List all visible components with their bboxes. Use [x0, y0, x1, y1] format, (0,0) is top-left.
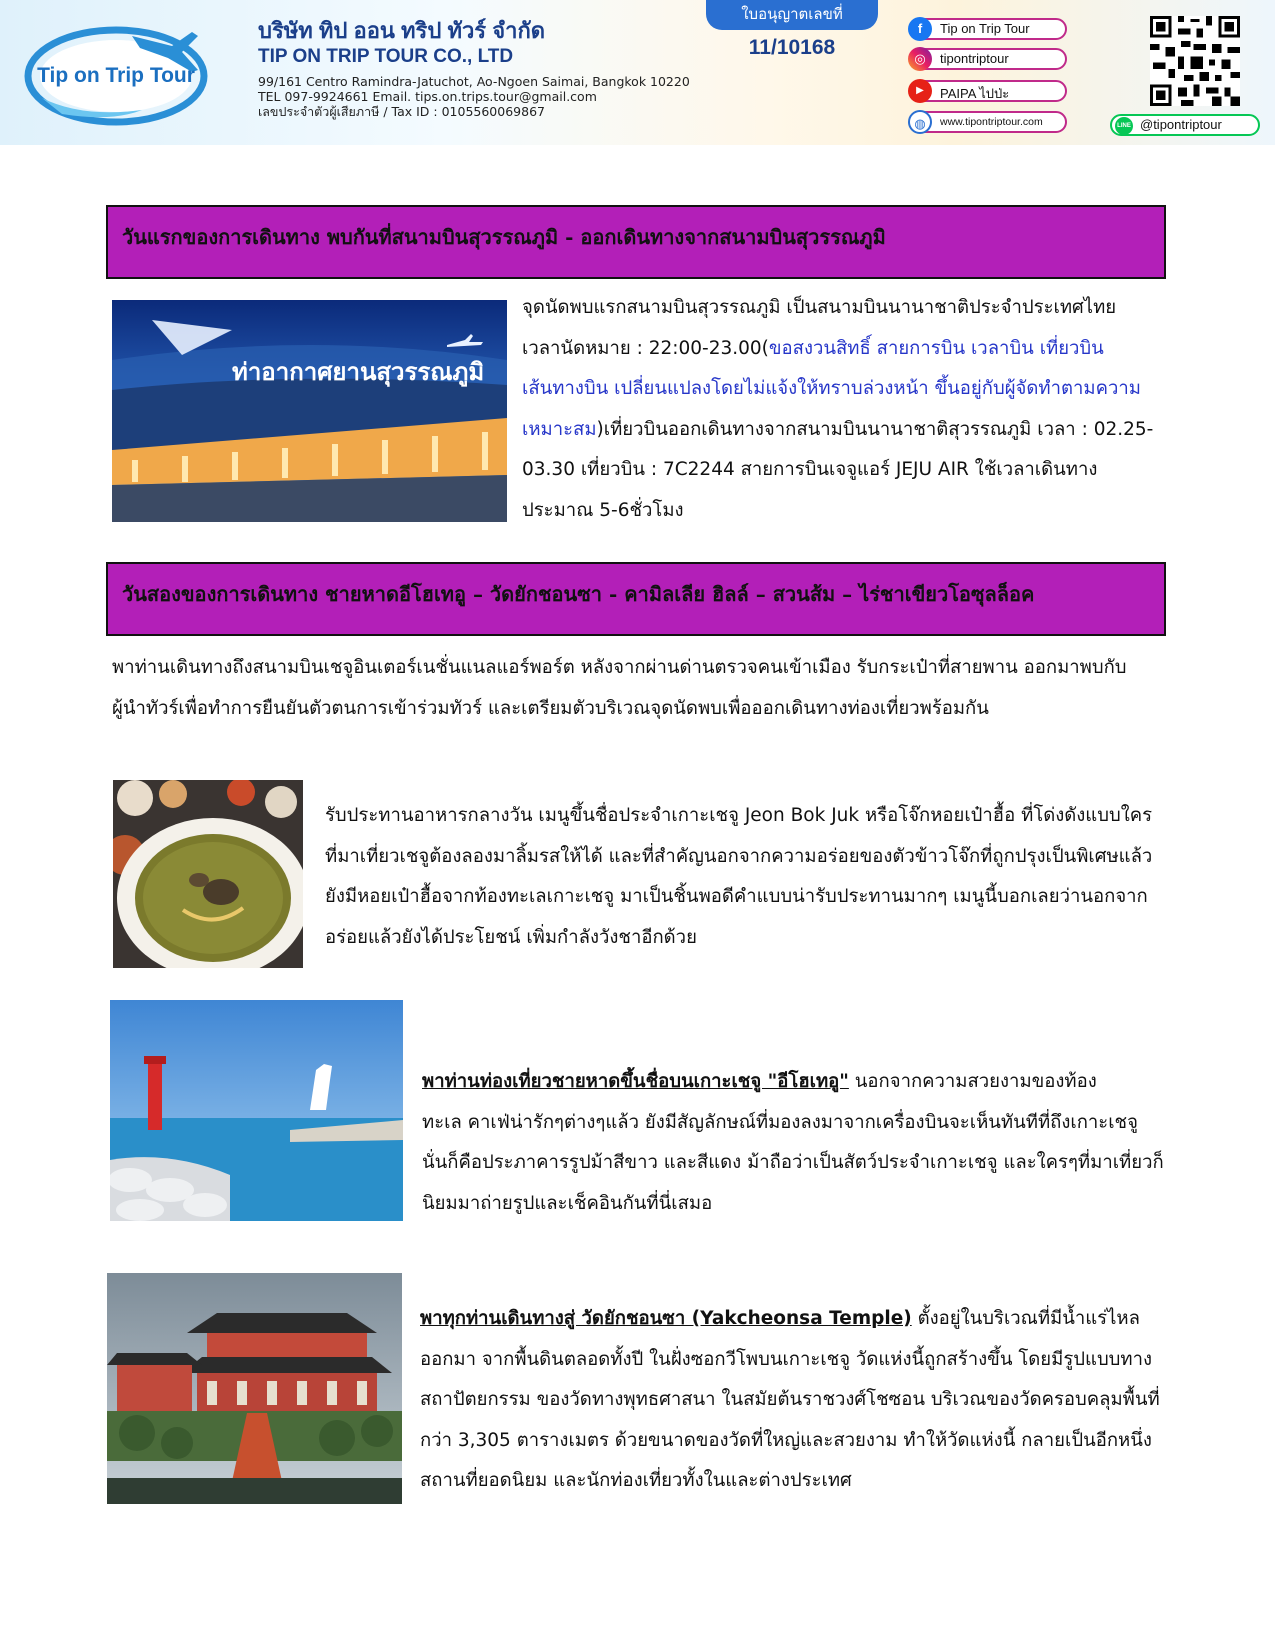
company-logo: [22, 18, 210, 128]
yakcheonsa-temple-photo: [107, 1273, 402, 1504]
temple-line: สถาปัตยกรรม ของวัดทางพุทธศาสนา ในสมัยต้นราชวงศ์โชซอน บริเวณของวัดครอบคลุมพื้นที่: [420, 1389, 1160, 1410]
beach-line: นิยมมาถ่ายรูปและเช็คอินกันที่นี่เสมอ: [422, 1192, 713, 1214]
beach-line: พาท่านท่องเที่ยวชายหาดขึ้นชื่อบนเกาะเชจู "อีโฮเทอู" นอกจากความสวยงามของท้อง: [422, 1071, 1097, 1092]
facebook-label: Tip on Trip Tour: [940, 21, 1030, 36]
temple-line: สถานที่ยอดนิยม และนักท่องเที่ยวทั้งในและต่างประเทศ: [420, 1470, 852, 1491]
lunch-description: [325, 796, 1185, 958]
company-tax-id: เลขประจำตัวผู้เสียภาษี / Tax ID : 0105560069867: [258, 104, 545, 119]
day2-intro: [112, 648, 1192, 729]
youtube-label: PAIPA ไปป่ะ: [940, 86, 1010, 101]
youtube-link[interactable]: [912, 80, 1067, 102]
logo-text: Tip on Trip Tour: [37, 64, 195, 87]
day1-line: เส้นทางบิน เปลี่ยนแปลงโดยไม่แจ้งให้ทราบล่วงหน้า ขึ้นอยู่กับผู้จัดทำตามความ: [522, 378, 1141, 399]
abalone-porridge-photo: [113, 780, 303, 968]
day1-banner-text: วันแรกของการเดินทาง พบกันที่สนามบินสุวรรณภูมิ - ออกเดินทางจากสนามบินสุวรรณภูมิ: [122, 225, 886, 249]
instagram-link[interactable]: [912, 48, 1067, 70]
temple-line: กว่า 3,305 ตารางเมตร ด้วยขนาดของวัดที่ใหญ่และสวยงาม ทำให้วัดแห่งนี้ กลายเป็นอีกหนึ่ง: [420, 1429, 1152, 1451]
day1-line: 03.30 เที่ยวบิน : 7C2244 สายการบินเจจูแอร์ JEJU AIR ใช้เวลาเดินทาง: [522, 459, 1098, 480]
line-icon: LINE: [1115, 117, 1133, 135]
day1-line: ประมาณ 5-6ชั่วโมง: [522, 499, 684, 521]
beach-heading: พาท่านท่องเที่ยวชายหาดขึ้นชื่อบนเกาะเชจู "อีโฮเทอู": [422, 1071, 849, 1092]
day2-intro-line: ผู้นำทัวร์เพื่อทำการยืนยันตัวตนการเข้าร่วมทัวร์ และเตรียมตัวบริเวณจุดนัดพบเพื่อออกเดินทางท่องเที่ยวพร้อมกัน: [112, 697, 989, 719]
day2-banner-text: วันสองของการเดินทาง ชายหาดอีโฮเทอู – วัดยักชอนซา - คามิลเลีย ฮิลล์ – สวนส้ม – ไร่ชาเขียวโอซุลล็อค: [122, 582, 1035, 606]
temple-description: [420, 1299, 1180, 1502]
airport-sign: ท่าอากาศยานสุวรรณภูมิ: [232, 358, 485, 386]
globe-icon: ◍: [908, 110, 932, 134]
facebook-link[interactable]: [912, 18, 1067, 40]
day1-line: จุดนัดพบแรกสนามบินสุวรรณภูมิ เป็นสนามบินนานาชาติประจำประเทศไทย: [522, 297, 1117, 318]
day2-intro-line: พาท่านเดินทางถึงสนามบินเชจูอินเตอร์เนชั่นแนลแอร์พอร์ต หลังจากผ่านด่านตรวจคนเข้าเมือง รับกระเป๋าที่สายพาน ออกมาพบกับ: [112, 657, 1127, 678]
line-label: @tipontriptour: [1140, 117, 1222, 132]
qr-code-icon: [1150, 16, 1240, 106]
website-label: www.tipontriptour.com: [940, 116, 1043, 128]
beach-line: ทะเล คาเฟ่น่ารักๆต่างๆแล้ว ยังมีสัญลักษณ์ที่มองลงมาจากเครื่องบินจะเห็นทันทีที่ถึงเกาะเชจู: [422, 1111, 1138, 1133]
company-name-th: บริษัท ทิป ออน ทริป ทัวร์ จำกัด: [258, 18, 546, 43]
lunch-line: ที่มาเที่ยวเชจูต้องลองมาลิ้มรสให้ได้ และที่สำคัญนอกจากความอร่อยของตัวข้าวโจ๊กที่ถูกปรุงเป็นพิเศษแล้ว: [325, 845, 1153, 867]
iho-tewoo-beach-photo: [110, 1000, 403, 1221]
instagram-icon: ◎: [908, 47, 932, 71]
day1-line: เวลานัดหมาย : 22:00-23.00(ขอสงวนสิทธิ์ สายการบิน เวลาบิน เที่ยวบิน: [522, 337, 1104, 359]
day1-line: เหมาะสม)เที่ยวบินออกเดินทางจากสนามบินนานาชาติสุวรรณภูมิ เวลา : 02.25-: [522, 418, 1154, 440]
youtube-icon: ▶: [908, 79, 932, 103]
lunch-line: อร่อยแล้วยังได้ประโยชน์ เพิ่มกำลังวังชาอีกด้วย: [325, 926, 697, 948]
company-contact: TEL 097-9924661 Email. tips.on.trips.tour@gmail.com: [258, 89, 597, 104]
license-label: ใบอนุญาตเลขที่: [706, 0, 878, 30]
instagram-label: tipontriptour: [940, 51, 1009, 66]
beach-line: นั่นก็คือประภาคารรูปม้าสีขาว และสีแดง ม้าถือว่าเป็นสัตว์ประจำเกาะเชจู และใครๆที่มาเที่ยวก็: [422, 1152, 1164, 1173]
letterhead: [0, 0, 1275, 145]
day1-description: [522, 288, 1162, 531]
lunch-line: ยังมีหอยเป๋าฮื้อจากท้องทะเลเกาะเชจู มาเป็นชิ้นพอดีคำแบบน่ารับประทานมากๆ เมนูนี้บอกเลยว่านอกจาก: [325, 886, 1148, 907]
temple-heading: พาทุกท่านเดินทางสู่ วัดยักชอนซา (Yakcheonsa Temple): [420, 1308, 912, 1329]
beach-description: [422, 1062, 1182, 1224]
facebook-icon: f: [908, 17, 932, 41]
company-info: [258, 18, 690, 119]
temple-line: ออกมา จากพื้นดินตลอดทั้งปี ในฝั่งซอกวีโพบนเกาะเชจู วัดแห่งนี้ถูกสร้างขึ้น โดยมีรูปแบบทาง: [420, 1348, 1153, 1370]
line-link[interactable]: [1110, 114, 1260, 136]
license-number: 11/10168: [748, 36, 836, 59]
company-name-en: TIP ON TRIP TOUR CO., LTD: [258, 46, 514, 67]
website-link[interactable]: [912, 111, 1067, 133]
license-box: [706, 0, 878, 70]
temple-line: พาทุกท่านเดินทางสู่ วัดยักชอนซา (Yakcheonsa Temple) ตั้งอยู่ในบริเวณที่มีน้ำแร่ไหล: [420, 1308, 1140, 1329]
day1-banner: [106, 205, 1166, 279]
lunch-line: รับประทานอาหารกลางวัน เมนูขึ้นชื่อประจำเกาะเชจู Jeon Bok Juk หรือโจ๊กหอยเป๋าฮื้อ ที่โด่งดังแบบใคร: [325, 805, 1153, 826]
company-address: 99/161 Centro Ramindra-Jatuchot, Ao-Ngoen Saimai, Bangkok 10220: [258, 74, 690, 89]
suvarnabhumi-airport-photo: [112, 300, 507, 522]
day2-banner: [106, 562, 1166, 636]
